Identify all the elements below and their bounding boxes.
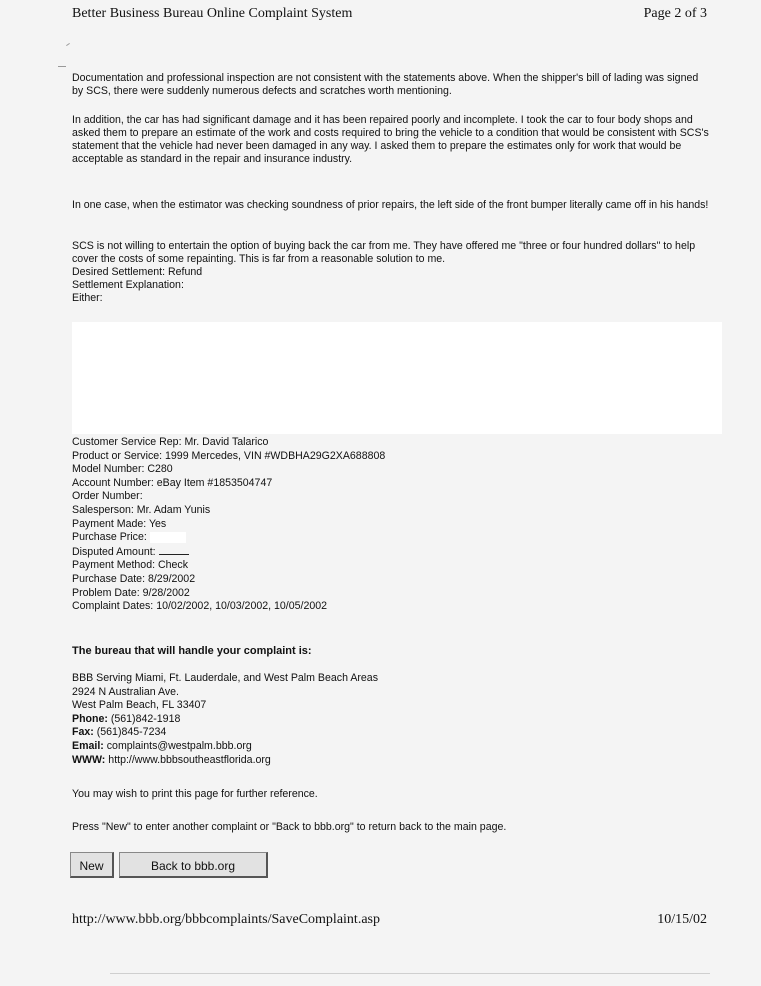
complaint-dates: Complaint Dates: 10/02/2002, 10/03/2002, 10/05/2002 <box>72 600 328 613</box>
bureau-phone: Phone: (561)842-1918 <box>72 712 181 725</box>
order-number: Order Number: <box>72 490 143 503</box>
settlement-either: Either: <box>72 292 103 304</box>
desired-settlement: Desired Settlement: Refund <box>72 266 203 278</box>
redacted-area <box>72 322 722 434</box>
purchase-price: Purchase Price: <box>72 531 385 545</box>
website-link[interactable]: http://www.bbbsoutheastflorida.org <box>108 753 271 766</box>
purchase-date: Purchase Date: 8/29/2002 <box>72 572 196 585</box>
scan-mark <box>58 66 66 67</box>
bureau-contact <box>72 672 378 767</box>
redacted-price <box>150 532 186 543</box>
bureau-city: West Palm Beach, FL 33407 <box>72 699 207 712</box>
model-number: Model Number: C280 <box>72 463 173 476</box>
account-number: Account Number: eBay Item #1853504747 <box>72 476 273 489</box>
bureau-www: WWW: http://www.bbbsoutheastflorida.org <box>72 753 271 766</box>
settlement-explanation: Settlement Explanation: <box>72 279 184 291</box>
salesperson: Salesperson: Mr. Adam Yunis <box>72 503 211 516</box>
complaint-paragraph-1: Documentation and professional inspection are not consistent with the statements above. When the shipper's bill of lading was signed by SCS, there were suddenly numerous defects and scratches worth mentioning. <box>72 72 699 97</box>
footer-url: http://www.bbb.org/bbbcomplaints/SaveComplaint.asp <box>72 912 380 927</box>
disputed-amount: Disputed Amount: <box>72 545 385 560</box>
blank-line <box>159 545 189 555</box>
bureau-name: BBB Serving Miami, Ft. Lauderdale, and West Palm Beach Areas <box>72 672 378 684</box>
footer-date: 10/15/02 <box>657 912 707 927</box>
document-title: Better Business Bureau Online Complaint System <box>72 6 353 21</box>
bureau-fax: Fax: (561)845-7234 <box>72 726 167 739</box>
bureau-heading: The bureau that will handle your complaint is: <box>72 645 312 657</box>
payment-made: Payment Made: Yes <box>72 517 167 530</box>
page-edge <box>110 973 710 974</box>
complaint-paragraph-3: In one case, when the estimator was checking soundness of prior repairs, the left side of the front bumper literally came off in his hands! <box>72 199 709 211</box>
back-to-bbb-button[interactable]: Back to bbb.org <box>119 852 268 878</box>
payment-method: Payment Method: Check <box>72 559 188 572</box>
new-button[interactable]: New <box>70 852 114 878</box>
instructions-note: Press "New" to enter another complaint or "Back to bbb.org" to return back to the main page. <box>72 821 507 833</box>
page-number: Page 2 of 3 <box>643 6 707 21</box>
print-note: You may wish to print this page for further reference. <box>72 788 318 800</box>
bureau-street: 2924 N Australian Ave. <box>72 685 179 698</box>
customer-service-rep: Customer Service Rep: Mr. David Talarico <box>72 436 269 448</box>
problem-date: Problem Date: 9/28/2002 <box>72 586 190 599</box>
complaint-paragraph-2: In addition, the car has had significant damage and it has been repaired poorly and incomplete. I took the car to four body shops and asked them to prepare an estimate of the work and costs required to bring the vehicle to a condition that would be consistent with SCS's statement that the vehicle had never been damaged in any way. I asked them to prepare the estimates only for work that would be acceptable as standard in the repair and insurance industry. <box>72 114 709 165</box>
complaint-details <box>72 436 385 614</box>
product-or-service: Product or Service: 1999 Mercedes, VIN #WDBHA29G2XA688808 <box>72 449 386 462</box>
bureau-email: Email: complaints@westpalm.bbb.org <box>72 739 252 752</box>
email-link[interactable]: complaints@westpalm.bbb.org <box>106 739 252 752</box>
scan-mark <box>66 43 70 46</box>
complaint-paragraph-4: SCS is not willing to entertain the option of buying back the car from me. They have offered me "three or four hundred dollars" to help cover the costs of some repainting. This is far from a reasonable solution to me. Desired Settlement: Refund Settlement Explanation: Either: <box>72 240 712 305</box>
